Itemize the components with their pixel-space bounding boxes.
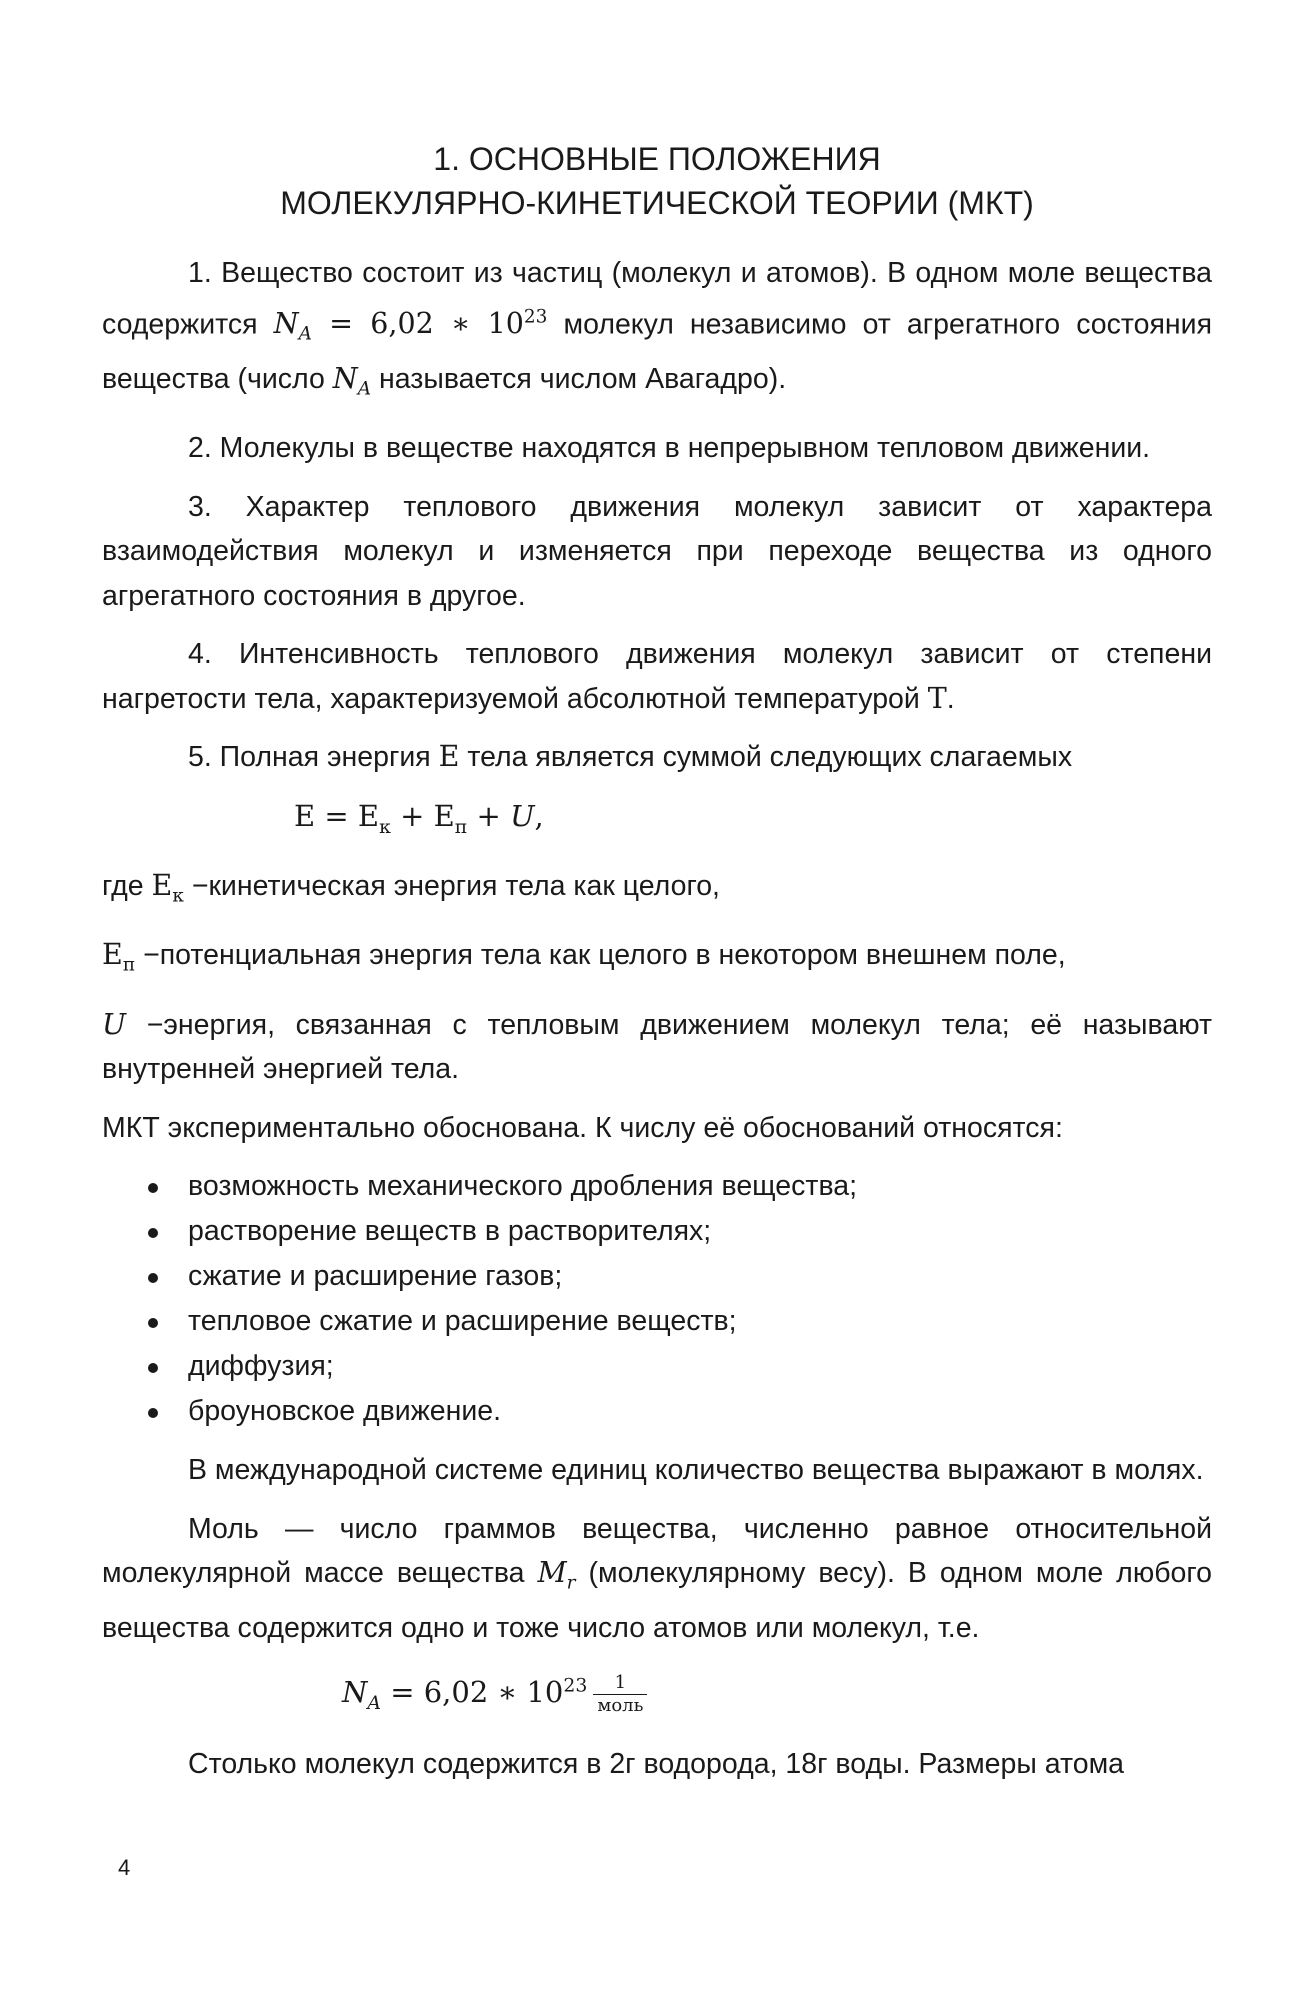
definition-ek bbox=[102, 864, 1212, 919]
avogadro-symbol-2: $N_A$ bbox=[332, 362, 372, 400]
avogadro-value: = 6,02 ∗ $10^{23}$ bbox=[311, 306, 548, 340]
p1-text-c: называется числом Авагадро). bbox=[371, 363, 787, 396]
formula-lhs: E = E bbox=[294, 798, 380, 833]
list-item: растворение веществ в растворителях; bbox=[102, 1209, 1212, 1254]
ep-symbol: $E_п$ bbox=[102, 938, 136, 977]
fraction-numerator: 1 bbox=[593, 1672, 647, 1695]
list-item: тепловое сжатие и расширение веществ; bbox=[102, 1299, 1212, 1344]
page-title bbox=[102, 137, 1212, 225]
mole-paragraph bbox=[102, 1507, 1212, 1651]
avogadro-formula bbox=[102, 1659, 1212, 1732]
evidence-list bbox=[102, 1164, 1212, 1434]
ek-text: −кинетическая энергия тела как целого, bbox=[183, 870, 720, 903]
unit-fraction bbox=[593, 1672, 647, 1717]
formula-u: U bbox=[510, 798, 535, 833]
temperature-symbol: T bbox=[927, 681, 947, 715]
formula-end: , bbox=[534, 798, 544, 833]
p4-text: 4. Интенсивность теплового движения молекул зависит от степени нагретости тела, характеризуемой абсолютной температурой bbox=[102, 638, 1212, 715]
definition-ep bbox=[102, 933, 1212, 988]
bullet-icon bbox=[148, 1408, 158, 1418]
formula2-symbol: $N_A$ bbox=[342, 1675, 381, 1715]
title-line-1: 1. ОСНОВНЫЕ ПОЛОЖЕНИЯ bbox=[433, 141, 881, 177]
bullet-icon bbox=[148, 1183, 158, 1193]
si-paragraph: В международной системе единиц количество вещества выражают в молях. bbox=[188, 1454, 1204, 1487]
bullet-icon bbox=[148, 1363, 158, 1373]
ek-symbol: $E_к$ bbox=[151, 869, 184, 907]
formula2-value: = 6,02 ∗ $10^{23}$ bbox=[380, 1675, 588, 1710]
paragraph-4 bbox=[102, 632, 1212, 721]
paragraph-5 bbox=[102, 735, 1212, 780]
mr-symbol: $M_r$ bbox=[537, 1556, 576, 1594]
mole-text-b: (молекулярному весу). В одном моле любого вещества содержится одно и тоже число атомов или молекул, т.е. bbox=[102, 1557, 1212, 1645]
mole-text-a: Моль — число граммов вещества, численно равное относительной молекулярной массе вещества bbox=[102, 1512, 1212, 1590]
formula-sub-p: п bbox=[454, 816, 468, 838]
p1-text-a: 1. Вещество состоит из частиц (молекул и атомов). В одном моле вещества содержится bbox=[102, 257, 1212, 340]
page-number: 4 bbox=[118, 1855, 131, 1880]
avogadro-symbol: $N_A$ bbox=[273, 307, 312, 345]
energy-symbol: E bbox=[438, 740, 460, 774]
formula-plus-2: + bbox=[467, 798, 511, 833]
bullet-icon bbox=[148, 1273, 158, 1283]
list-item: сжатие и расширение газов; bbox=[102, 1254, 1212, 1299]
formula-plus-1: + E bbox=[390, 798, 455, 833]
formula-sub-k: к bbox=[379, 816, 391, 838]
mkt-intro: МКТ экспериментально обоснована. К числу её обоснований относятся: bbox=[102, 1111, 1063, 1144]
ep-text: −потенциальная энергия тела как целого в некотором внешнем поле, bbox=[135, 939, 1066, 972]
ek-prefix: где bbox=[102, 870, 152, 903]
paragraph-3: 3. Характер теплового движения молекул зависит от характера взаимодействия молекул и изменяется при переходе вещества из одного агрегатного состояния в другое. bbox=[102, 490, 1212, 612]
p5-text-a: 5. Полная энергия bbox=[188, 741, 439, 774]
list-item: броуновское движение. bbox=[102, 1389, 1212, 1434]
list-item: возможность механического дробления вещества; bbox=[102, 1164, 1212, 1209]
u-symbol: U bbox=[102, 1007, 127, 1041]
paragraph-1 bbox=[102, 251, 1212, 412]
page-content bbox=[102, 137, 1212, 1801]
fraction-denominator: моль bbox=[597, 1695, 644, 1717]
list-item: диффузия; bbox=[102, 1344, 1212, 1389]
definition-u bbox=[102, 1003, 1212, 1092]
u-text: −энергия, связанная с тепловым движением молекул тела; её называют внутренней энергией тела. bbox=[102, 1008, 1212, 1086]
p5-text-b: тела является суммой следующих слагаемых bbox=[459, 741, 1073, 774]
p1-text-b: молекул независимо от агрегатного состояния вещества (число bbox=[102, 308, 1213, 396]
p4-end: . bbox=[946, 682, 955, 715]
bullet-icon bbox=[148, 1228, 158, 1238]
title-line-2: МОЛЕКУЛЯРНО-КИНЕТИЧЕСКОЙ ТЕОРИИ (МКТ) bbox=[280, 185, 1034, 221]
last-line: Столько молекул содержится в 2г водорода, 18г воды. Размеры атома bbox=[188, 1748, 1125, 1781]
paragraph-2: 2. Молекулы в веществе находятся в непрерывном тепловом движении. bbox=[188, 432, 1151, 465]
bullet-icon bbox=[148, 1318, 158, 1328]
energy-formula bbox=[102, 794, 1212, 850]
